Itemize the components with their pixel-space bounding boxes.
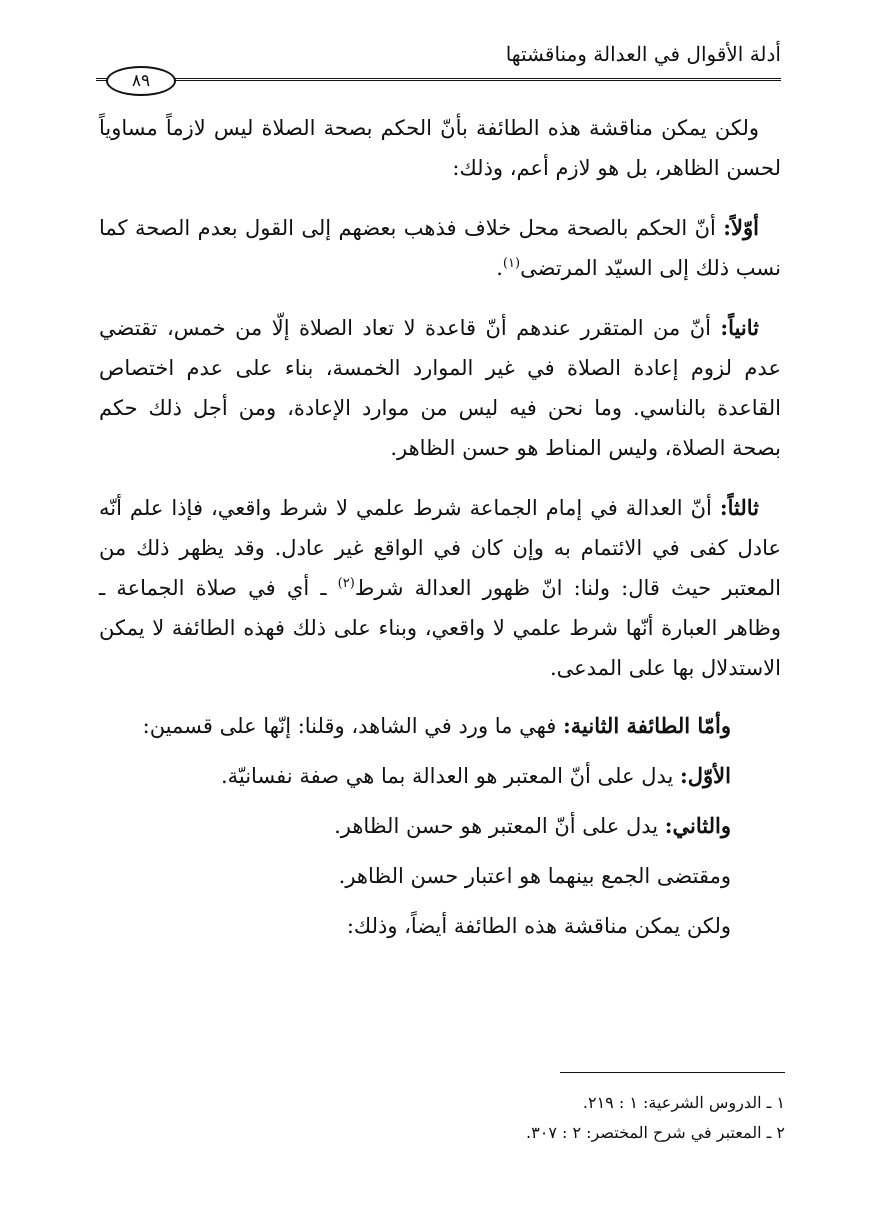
paragraph-part-two: [99, 806, 781, 846]
footnote-2: ٢ ـ المعتبر في شرح المختصر: ٢ : ٣٠٧.: [526, 1123, 785, 1142]
running-title: أدلة الأقوال في العدالة ومناقشتها: [505, 42, 781, 66]
part-two-text: يدل على أنّ المعتبر هو حسن الظاهر.: [334, 814, 659, 838]
part-one-text: يدل على أنّ المعتبر هو العدالة بما هي صفة نفسانيّة.: [220, 764, 674, 788]
point-third-text-a: أنّ العدالة في إمام الجماعة شرط علمي لا شرط واقعي، فإذا علم أنّه عادل كفى في الائتمام به وإن كان في الواقع غير عادل. وقد يظهر ذلك من المعتبر حيث قال: ولنا: انّ ظهور العدالة شرط: [99, 496, 781, 600]
paragraph-part-one: [99, 756, 781, 796]
point-second-text: أنّ من المتقرر عندهم أنّ قاعدة لا تعاد الصلاة إلّا من خمس، تقتضي عدم لزوم إعادة الصلاة في غير الموارد الخمسة، بناء على عدم اختصاص القاعدة بالناسي. وما نحن فيه ليس من موارد الإعادة، ومن أجل ذلك حكم بصحة الصلاة، وليس المناط هو حسن الظاهر.: [99, 316, 781, 460]
footnotes: [103, 1088, 785, 1148]
paragraph-second: [99, 308, 781, 468]
footnote-rule: [560, 1072, 785, 1073]
page-number: [106, 66, 176, 96]
header-rule: [96, 78, 781, 81]
paragraph-intro: ولكن يمكن مناقشة هذه الطائفة بأنّ الحكم بصحة الصلاة ليس لازماً مساوياً لحسن الظاهر، بل هو لازم أعم، وذلك:: [99, 116, 781, 180]
second-group-text: فهي ما ورد في الشاهد، وقلنا: إنّها على قسمين:: [142, 714, 557, 738]
paragraph-second-group: [99, 706, 781, 746]
paragraph-objection: ولكن يمكن مناقشة هذه الطائفة أيضاً، وذلك:: [346, 914, 731, 938]
point-first-label: أوّلاً:: [723, 215, 759, 240]
point-second-label: ثانياً:: [720, 315, 759, 340]
main-text: [99, 108, 781, 956]
footnote-1: ١ ـ الدروس الشرعية: ١ : ٢١٩.: [582, 1093, 785, 1112]
paragraph-first: [99, 208, 781, 288]
second-group-label: وأمّا الطائفة الثانية:: [563, 713, 731, 738]
point-first-text: أنّ الحكم بالصحة محل خلاف فذهب بعضهم إلى القول بعدم الصحة كما نسب ذلك إلى السيّد المرتضى: [99, 216, 781, 280]
paragraph-reconciliation: ومقتضى الجمع بينهما هو اعتبار حسن الظاهر.: [338, 864, 731, 888]
part-two-label: والثاني:: [664, 813, 731, 838]
point-third-text-b: ـ أي في صلاة الجماعة ـ وظاهر العبارة أنّها شرط علمي لا واقعي، وبناء على ذلك فهذه الطائفة لا يمكن الاستدلال بها على المدعى.: [99, 576, 781, 680]
point-third-label: ثالثاً:: [719, 495, 759, 520]
paragraph-third: [99, 488, 781, 688]
footnote-ref-1[interactable]: (١): [502, 256, 521, 271]
part-one-label: الأوّل:: [680, 763, 731, 788]
footnote-ref-2[interactable]: (٢): [337, 576, 355, 591]
page-number-text: ٨٩: [131, 70, 151, 91]
point-first-end: .: [496, 256, 503, 280]
